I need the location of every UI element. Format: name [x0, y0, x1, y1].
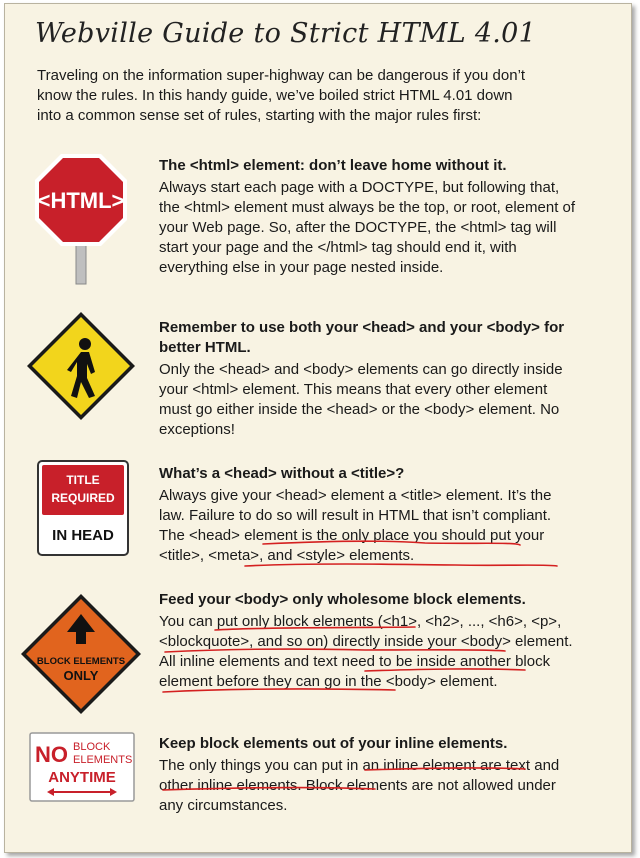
sign-anytime-text: ANYTIME: [48, 769, 116, 786]
svg-text:BLOCK ELEMENTS: BLOCK ELEMENTS: [36, 656, 126, 667]
sign-no-text: NO: [35, 742, 68, 767]
no-block-elements-sign-icon: [29, 732, 135, 807]
rule-heading: What’s a <head> without a <title>?: [159, 465, 405, 482]
stop-sign-icon: [33, 152, 129, 291]
page-title: Webville Guide to Strict HTML 4.01: [35, 18, 537, 49]
stop-sign-text: <HTML>: [37, 188, 125, 213]
rule-head-and-body: [159, 318, 579, 440]
svg-text:TITLE: TITLE: [66, 473, 100, 487]
rule-title-in-head: [159, 464, 579, 566]
guide-page: [4, 3, 632, 853]
svg-text:ELEMENTS: ELEMENTS: [73, 754, 133, 766]
block-elements-only-sign-icon: [19, 592, 143, 721]
rule-html-element: [159, 156, 579, 278]
rule-body: Always give your <head> element a <title> element. It’s the law. Failure to do so will result in HTML that isn’t compliant. The <head> element is the only place you should put your <title>, <meta>, and <style> elements.: [159, 487, 552, 564]
pedestrian-sign-icon: [25, 310, 137, 427]
rule-no-block-in-inline: [159, 734, 579, 816]
svg-text:REQUIRED: REQUIRED: [51, 491, 115, 505]
svg-text:BLOCK: BLOCK: [73, 741, 111, 753]
rule-heading: Keep block elements out of your inline elements.: [159, 735, 508, 752]
sign-in-head-text: IN HEAD: [52, 527, 114, 544]
rule-heading: Remember to use both your <head> and your <body> for better HTML.: [159, 319, 565, 356]
rule-block-elements: [159, 590, 579, 692]
rule-body: The only things you can put in an inline element are text and other inline elements. Block elements are not allowed under any circumstances.: [159, 757, 560, 814]
rule-body: Always start each page with a DOCTYPE, but following that, the <html> element must always be the top, or root, element of your Web page. So, after the DOCTYPE, the <html> tag will start your page and the </html> tag should end it, with everything else in your page nested inside.: [159, 179, 576, 276]
title-required-sign-icon: [37, 460, 129, 561]
sign-only-text: ONLY: [63, 668, 99, 683]
rule-body: Only the <head> and <body> elements can go directly inside your <html> element. This means that every other element must go either inside the <head> or the <body> element. No exceptions!: [159, 361, 563, 438]
rule-body: You can put only block elements (<h1>, <h2>, ..., <h6>, <p>, <blockquote>, and so on) directly inside your <body> element. All inline elements and text need to be inside another block element before they can go in the <body> element.: [159, 613, 573, 690]
intro-paragraph: Traveling on the information super-highway can be dangerous if you don’t know the rules. In this handy guide, we’ve boiled strict HTML 4.01 down into a common sense set of rules, starting with the major rules first:: [37, 67, 526, 124]
rule-heading: The <html> element: don’t leave home without it.: [159, 157, 507, 174]
rule-heading: Feed your <body> only wholesome block elements.: [159, 591, 526, 608]
